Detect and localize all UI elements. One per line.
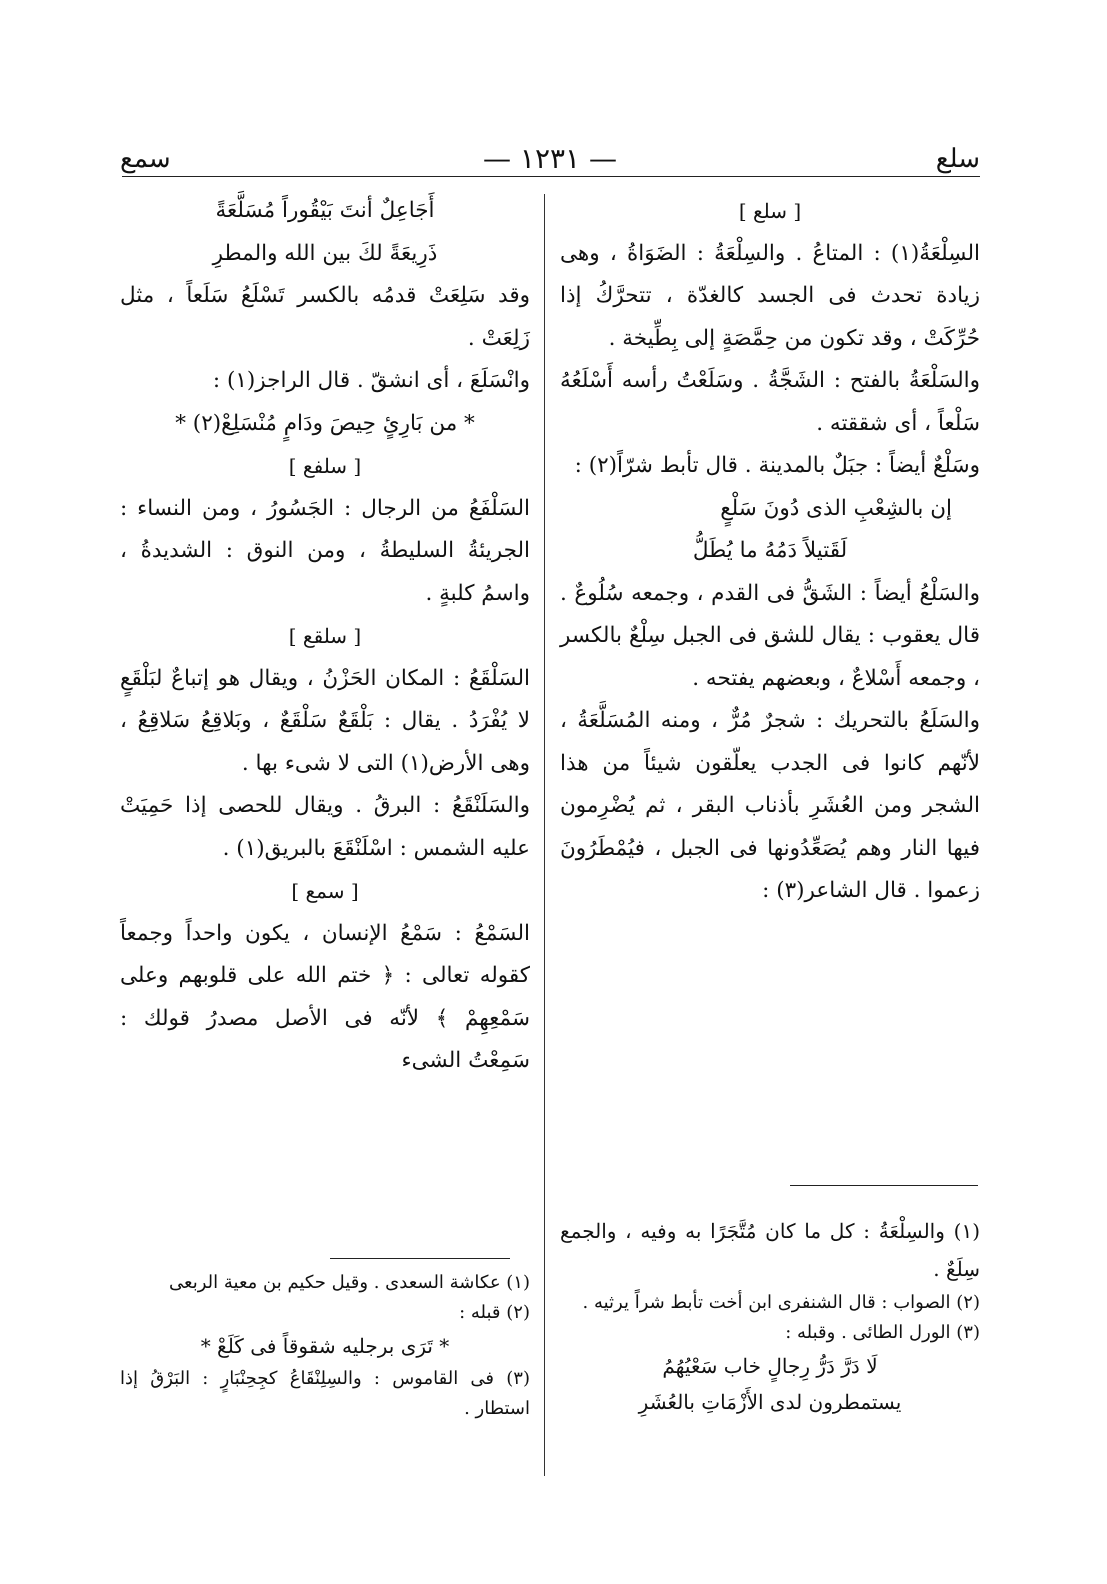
entry-paragraph: وقد سَلِعَتْ قدمُه بالكسر تَسْلَعُ سَلَعاً ، مثل زَلِعَتْ . <box>120 283 530 351</box>
footnote-rule-right <box>790 1185 978 1186</box>
entry-paragraph: السَمْعُ : سَمْعُ الإنسان ، يكون واحداً وجمعاً كقوله تعالى : ﴿ ختم الله على قلوبهم وعلى سَمْعِهِمْ ﴾ لأنّه فى الأصل مصدرُ قولك : سَمِعْتُ الشىء <box>120 920 530 1073</box>
section-heading-sl3: [ سلع ] <box>738 199 802 223</box>
verse-line: ذَرِيعَةً لكَ بين الله والمطرِ <box>212 240 438 266</box>
verse-line: لَقَتيلاً دَمُهُ ما يُطَلُّ <box>692 538 848 563</box>
footnote: (٢) قبله : <box>459 1302 530 1323</box>
entry-paragraph: السِلْعَةُ(١) : المتاعُ . والسِلْعَةُ : الضَوَاةُ ، وهى زيادة تحدث فى الجسد كالغدّة ، تتحرَّكُ إذا حُرِّكَتْ ، وقد تكون من حِمَّصَةٍ إلى بِطِّيخة . <box>560 240 980 351</box>
footnote-verse: * تَرَى برجليه شقوقاً فى كَلَعْ * <box>200 1334 450 1358</box>
footnote: (٣) فى القاموس : والسِلِنْقَاعُ كجِحِنْبَارٍ : البَرْقُ إذا استطار . <box>120 1368 530 1419</box>
entry-paragraph: والسَلَعُ بالتحريك : شجرٌ مُرٌّ ، ومنه المُسَلَّعَةُ ، لأنّهم كانوا فى الجدب يعلّقون شيئاً من هذا الشجر ومن العُشَرِ بأذناب البقر ، ثم يُضْرِمون فيها النار وهم يُصَعِّدُونها فى الجبل ، فيُمْطَرُونَ زعموا . قال الشاعر(٣) : <box>560 708 980 903</box>
entry-paragraph: السَلْقَعُ : المكان الحَزْنُ ، ويقال هو إتباعٌ لبَلْقَعٍ لا يُفْرَدُ . يقال : بَلْقَعٌ سَلْقَعٌ ، وبَلاقِعُ سَلاقِعُ ، وهى الأرض(١) التى لا شىء بها . <box>120 665 530 776</box>
footnotes-left <box>120 1268 530 1424</box>
right-column <box>560 190 980 1300</box>
entry-paragraph: والسَلَنْقَعُ : البرقُ . ويقال للحصى إذا حَمِيَتْ عليه الشمس : اسْلَنْقَعَ بالبريق(١) . <box>120 793 530 861</box>
column-divider <box>544 194 545 1476</box>
footnotes-right <box>560 1212 980 1420</box>
page-header <box>120 140 980 180</box>
entry-paragraph: والسَلْعُ أيضاً : الشَقُّ فى القدم ، وجمعه سُلُوعٌ . قال يعقوب : يقال للشق فى الجبل سِلْعٌ بالكسر ، وجمعه أَسْلاعٌ ، وبعضهم يفتحه . <box>560 580 980 691</box>
entry-paragraph: والسَلْعَةُ بالفتح : الشَجَّةُ . وسَلَعْتُ رأسه أَسْلَعُهُ سَلْعاً ، أى شققته . <box>560 368 980 436</box>
header-entry-first: سلع <box>935 144 980 174</box>
page-number: — ١٢٣١ — <box>483 142 617 175</box>
footnote-verse: لَا دَرَّ دَرُّ رِجالٍ خاب سَعْيُهُمُ <box>662 1354 878 1378</box>
verse-line: إن بالشِعْبِ الذى دُونَ سَلْعٍ <box>720 495 952 521</box>
section-heading-slf3: [ سلفع ] <box>288 454 362 478</box>
entry-paragraph: وانْسَلَعَ ، أى انشقّ . قال الراجز(١) : <box>212 368 530 393</box>
verse-line: أَجَاعِلٌ أنتَ بَيْقُوراً مُسَلَّعَةً <box>215 198 435 223</box>
entry-paragraph: وسَلْعٌ أيضاً : جبَلٌ بالمدينة . قال تأبط شرّاً(٢) : <box>574 453 980 478</box>
footnote: (١) عكاشة السعدى . وقيل حكيم بن معية الربعى <box>169 1272 530 1293</box>
footnote: (٢) الصواب : قال الشنفرى ابن أخت تأبط شراً يرثيه . <box>582 1292 980 1313</box>
footnote: (١) والسِلْعَةُ : كل ما كان مُتَّجَرًا به وفيه ، والجمع سِلَعٌ . <box>560 1219 980 1281</box>
entry-paragraph: السَلْفَعُ من الرجال : الجَسُورُ ، ومن النساء : الجريئةُ السليطةُ ، ومن النوق : الشديدةُ ، واسمُ كلبةٍ . <box>120 495 530 606</box>
footnote: (٣) الورل الطائى . وقبله : <box>785 1322 980 1343</box>
header-entry-last: سمع <box>120 144 171 174</box>
section-heading-sm3: [ سمع ] <box>291 879 359 903</box>
verse-line: * من بَارِئٍ حِيصَ ودَامٍ مُنْسَلِعْ(٢) * <box>175 410 475 436</box>
left-column <box>120 190 530 1260</box>
section-heading-slq3: [ سلقع ] <box>288 624 362 648</box>
header-rule <box>122 176 980 177</box>
footnote-verse: يستمطرون لدى الأَزْمَاتِ بالعُشَرِ <box>638 1390 902 1414</box>
footnote-rule-left <box>330 1258 510 1259</box>
